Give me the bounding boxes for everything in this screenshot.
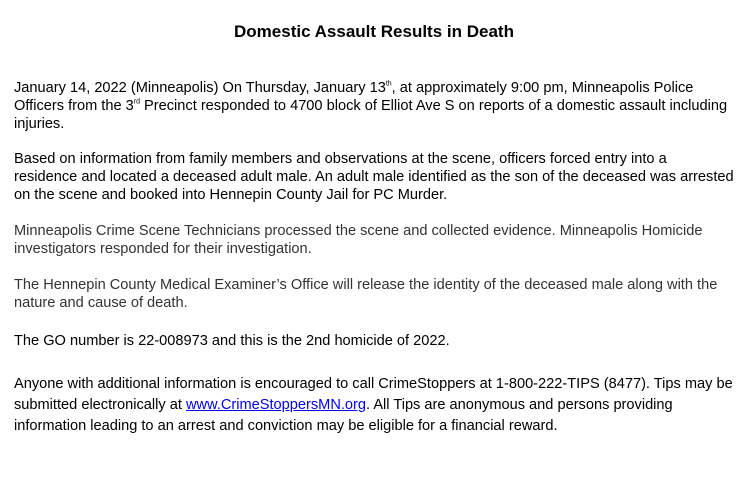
crimestoppers-link[interactable]: www.CrimeStoppersMN.org xyxy=(185,397,367,413)
paragraph-tips xyxy=(14,374,734,437)
paragraph-medical-examiner: The Hennepin County Medical Examiner’s Office will release the identity of the deceased male along with the nature and cause of death. xyxy=(14,277,718,311)
ordinal-suffix-rd: rd xyxy=(133,98,140,106)
paragraph-arrest: Based on information from family members and observations at the scene, officers forced entry into a residence and located a deceased adult male. An adult male identified as the son of the deceased was arrested on the scene and booked into Hennepin County Jail for PC Murder. xyxy=(14,151,734,203)
paragraph-tips-text-a: Anyone with additional information is encouraged to call CrimeStoppers at 1-800-222-TIPS (8477). Tips may be submitted electronically at xyxy=(14,376,733,413)
paragraph-incident xyxy=(14,79,734,133)
paragraph-case-number: The GO number is 22-008973 and this is the 2nd homicide of 2022. xyxy=(14,333,450,349)
press-release-title: Domestic Assault Results in Death xyxy=(234,22,514,41)
ordinal-suffix-th: th xyxy=(385,80,392,88)
paragraph-tips-text-b: . All Tips are anonymous and persons providing information leading to an arrest and conviction may be eligible for a financial reward. xyxy=(14,397,673,434)
paragraph-investigation: Minneapolis Crime Scene Technicians processed the scene and collected evidence. Minneapolis Homicide investigators responded for their investigation. xyxy=(14,223,703,257)
paragraph-incident-text-a: January 14, 2022 (Minneapolis) On Thursday, January 13 xyxy=(14,80,386,96)
paragraph-incident-text-c: Precinct responded to 4700 block of Elliot Ave S on reports of a domestic assault including injuries. xyxy=(14,98,728,132)
paragraph-incident-text-b: , at approximately 9:00 pm, Minneapolis Police Officers from the 3 xyxy=(14,80,694,114)
